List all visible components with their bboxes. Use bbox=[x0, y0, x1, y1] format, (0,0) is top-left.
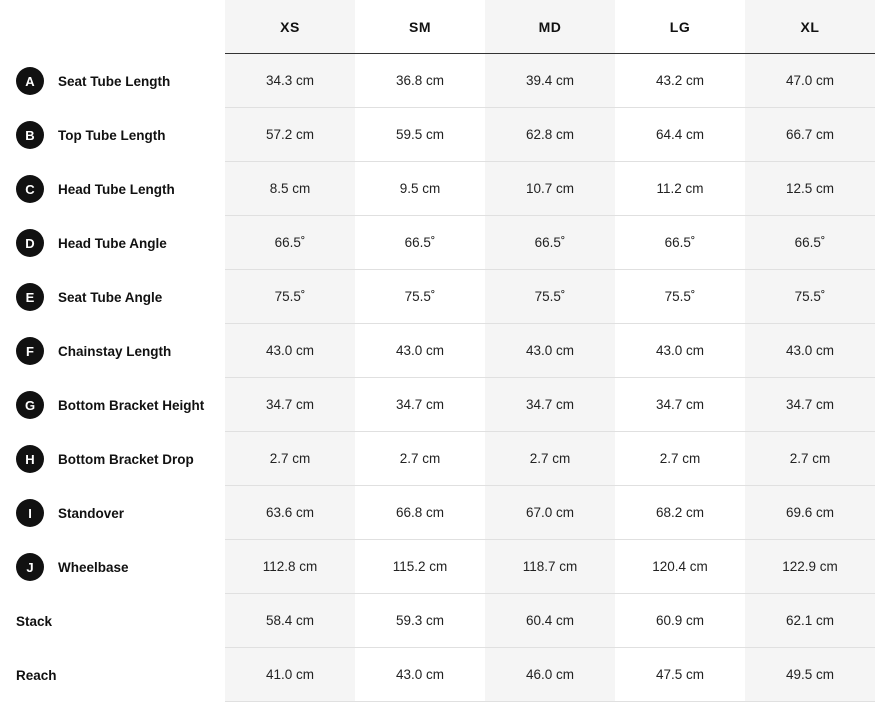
value-cell-sm: 34.7 cm bbox=[355, 378, 485, 432]
value-cell-lg: 47.5 cm bbox=[615, 648, 745, 702]
measurement-letter-badge: I bbox=[16, 499, 44, 527]
value-cell-sm: 59.3 cm bbox=[355, 594, 485, 648]
size-header-md: MD bbox=[485, 0, 615, 54]
value-cell-sm: 9.5 cm bbox=[355, 162, 485, 216]
value-cell-lg: 75.5˚ bbox=[615, 270, 745, 324]
value-cell-sm: 43.0 cm bbox=[355, 324, 485, 378]
measurement-label: Wheelbase bbox=[58, 559, 129, 575]
value-cell-xs: 112.8 cm bbox=[225, 540, 355, 594]
value-cell-md: 10.7 cm bbox=[485, 162, 615, 216]
value-cell-md: 39.4 cm bbox=[485, 54, 615, 108]
value-cell-md: 67.0 cm bbox=[485, 486, 615, 540]
value-cell-xs: 57.2 cm bbox=[225, 108, 355, 162]
measurement-label: Chainstay Length bbox=[58, 343, 172, 359]
size-header-row bbox=[0, 0, 876, 54]
measurement-label: Seat Tube Length bbox=[58, 73, 171, 89]
value-cell-md: 118.7 cm bbox=[485, 540, 615, 594]
value-cell-xl: 2.7 cm bbox=[745, 432, 875, 486]
value-cell-md: 43.0 cm bbox=[485, 324, 615, 378]
table-row bbox=[0, 324, 876, 378]
row-label-cell bbox=[0, 324, 225, 378]
measurement-letter-badge: J bbox=[16, 553, 44, 581]
value-cell-xs: 8.5 cm bbox=[225, 162, 355, 216]
measurement-label: Stack bbox=[16, 613, 53, 629]
size-header-xl: XL bbox=[745, 0, 875, 54]
table-row bbox=[0, 54, 876, 108]
value-cell-lg: 43.0 cm bbox=[615, 324, 745, 378]
row-label-cell bbox=[0, 108, 225, 162]
value-cell-sm: 2.7 cm bbox=[355, 432, 485, 486]
row-label-cell bbox=[0, 432, 225, 486]
measurement-label: Head Tube Angle bbox=[58, 235, 167, 251]
value-cell-xs: 43.0 cm bbox=[225, 324, 355, 378]
measurement-label: Seat Tube Angle bbox=[58, 289, 163, 305]
table-row bbox=[0, 108, 876, 162]
value-cell-md: 2.7 cm bbox=[485, 432, 615, 486]
value-cell-xl: 12.5 cm bbox=[745, 162, 875, 216]
value-cell-xs: 58.4 cm bbox=[225, 594, 355, 648]
measurement-letter-badge: G bbox=[16, 391, 44, 419]
value-cell-xs: 75.5˚ bbox=[225, 270, 355, 324]
table-row bbox=[0, 162, 876, 216]
table-row bbox=[0, 216, 876, 270]
value-cell-xs: 63.6 cm bbox=[225, 486, 355, 540]
value-cell-lg: 2.7 cm bbox=[615, 432, 745, 486]
measurement-label: Top Tube Length bbox=[58, 127, 166, 143]
value-cell-xs: 34.7 cm bbox=[225, 378, 355, 432]
row-label-cell bbox=[0, 486, 225, 540]
size-header-sm: SM bbox=[355, 0, 485, 54]
measurement-label: Reach bbox=[16, 667, 57, 683]
table-row bbox=[0, 540, 876, 594]
value-cell-lg: 120.4 cm bbox=[615, 540, 745, 594]
table-row bbox=[0, 648, 876, 702]
measurement-label: Standover bbox=[58, 505, 125, 521]
value-cell-lg: 11.2 cm bbox=[615, 162, 745, 216]
row-label-cell bbox=[0, 216, 225, 270]
value-cell-md: 60.4 cm bbox=[485, 594, 615, 648]
table-row bbox=[0, 594, 876, 648]
value-cell-md: 66.5˚ bbox=[485, 216, 615, 270]
value-cell-xl: 47.0 cm bbox=[745, 54, 875, 108]
value-cell-lg: 68.2 cm bbox=[615, 486, 745, 540]
value-cell-md: 46.0 cm bbox=[485, 648, 615, 702]
row-label-cell bbox=[0, 540, 225, 594]
value-cell-xl: 49.5 cm bbox=[745, 648, 875, 702]
measurement-label: Bottom Bracket Height bbox=[58, 397, 205, 413]
value-cell-lg: 66.5˚ bbox=[615, 216, 745, 270]
value-cell-xl: 122.9 cm bbox=[745, 540, 875, 594]
value-cell-sm: 59.5 cm bbox=[355, 108, 485, 162]
value-cell-sm: 66.5˚ bbox=[355, 216, 485, 270]
measurement-letter-badge: B bbox=[16, 121, 44, 149]
value-cell-xl: 62.1 cm bbox=[745, 594, 875, 648]
value-cell-sm: 66.8 cm bbox=[355, 486, 485, 540]
measurement-letter-badge: E bbox=[16, 283, 44, 311]
table-row bbox=[0, 432, 876, 486]
value-cell-lg: 60.9 cm bbox=[615, 594, 745, 648]
value-cell-xl: 66.7 cm bbox=[745, 108, 875, 162]
value-cell-xl: 34.7 cm bbox=[745, 378, 875, 432]
measurement-letter-badge: F bbox=[16, 337, 44, 365]
value-cell-md: 75.5˚ bbox=[485, 270, 615, 324]
value-cell-lg: 43.2 cm bbox=[615, 54, 745, 108]
value-cell-xl: 43.0 cm bbox=[745, 324, 875, 378]
value-cell-xl: 66.5˚ bbox=[745, 216, 875, 270]
row-label-cell bbox=[0, 594, 225, 648]
row-label-cell bbox=[0, 162, 225, 216]
measurement-letter-badge: A bbox=[16, 67, 44, 95]
value-cell-xs: 66.5˚ bbox=[225, 216, 355, 270]
measurement-letter-badge: D bbox=[16, 229, 44, 257]
measurement-letter-badge: H bbox=[16, 445, 44, 473]
row-label-cell bbox=[0, 54, 225, 108]
row-label-cell bbox=[0, 270, 225, 324]
value-cell-md: 62.8 cm bbox=[485, 108, 615, 162]
size-header-xs: XS bbox=[225, 0, 355, 54]
measurement-letter-badge: C bbox=[16, 175, 44, 203]
table-row bbox=[0, 378, 876, 432]
value-cell-sm: 75.5˚ bbox=[355, 270, 485, 324]
value-cell-lg: 34.7 cm bbox=[615, 378, 745, 432]
value-cell-xl: 75.5˚ bbox=[745, 270, 875, 324]
row-label-cell bbox=[0, 648, 225, 702]
value-cell-md: 34.7 cm bbox=[485, 378, 615, 432]
value-cell-sm: 43.0 cm bbox=[355, 648, 485, 702]
value-cell-lg: 64.4 cm bbox=[615, 108, 745, 162]
value-cell-xs: 2.7 cm bbox=[225, 432, 355, 486]
row-label-cell bbox=[0, 378, 225, 432]
size-header-lg: LG bbox=[615, 0, 745, 54]
table-row bbox=[0, 486, 876, 540]
measurement-label: Bottom Bracket Drop bbox=[58, 451, 194, 467]
value-cell-sm: 36.8 cm bbox=[355, 54, 485, 108]
value-cell-xs: 34.3 cm bbox=[225, 54, 355, 108]
value-cell-xs: 41.0 cm bbox=[225, 648, 355, 702]
value-cell-sm: 115.2 cm bbox=[355, 540, 485, 594]
table-row bbox=[0, 270, 876, 324]
value-cell-xl: 69.6 cm bbox=[745, 486, 875, 540]
measurement-label: Head Tube Length bbox=[58, 181, 175, 197]
